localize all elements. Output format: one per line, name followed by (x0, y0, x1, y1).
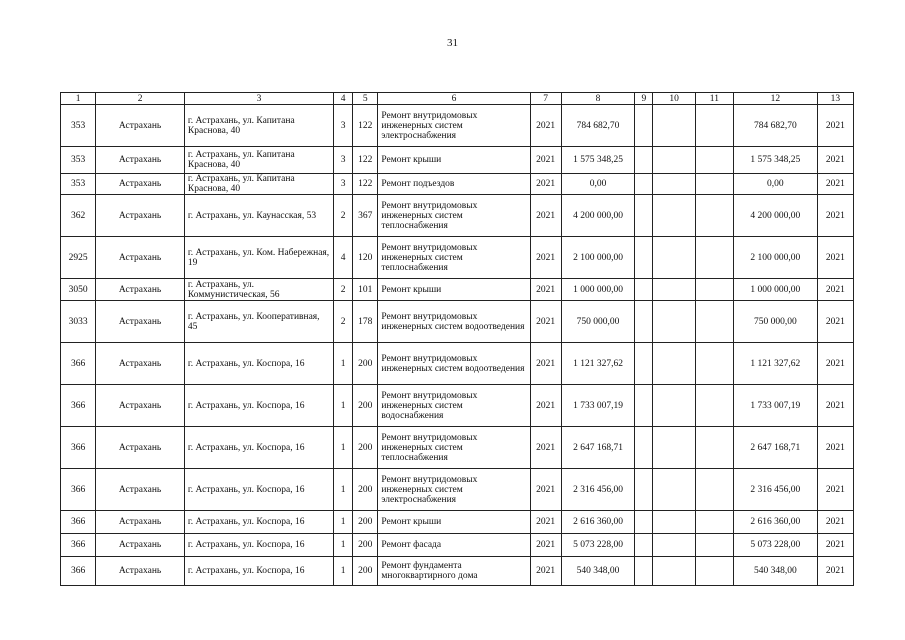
start-year-cell: 2021 (530, 343, 561, 385)
total-cost-cell: 4 200 000,00 (561, 195, 635, 237)
house-id-cell: 362 (61, 195, 96, 237)
address-cell: г. Астрахань, ул. Капитана Краснова, 40 (184, 174, 333, 195)
municipality-cell: Астрахань (96, 385, 185, 427)
header-row (61, 93, 854, 105)
total-cost-cell: 784 682,70 (561, 105, 635, 147)
col11-cell (695, 174, 733, 195)
table-row (61, 105, 854, 147)
table-row (61, 343, 854, 385)
work-type-cell: Ремонт крыши (378, 279, 530, 301)
col11-cell (695, 105, 733, 147)
col9-cell (635, 469, 653, 511)
col10-cell (653, 301, 695, 343)
work-type-cell: Ремонт крыши (378, 147, 530, 174)
municipality-cell: Астрахань (96, 301, 185, 343)
apartments-cell: 200 (353, 385, 378, 427)
col10-cell (653, 105, 695, 147)
apartments-cell: 122 (353, 147, 378, 174)
column-header-12: 12 (734, 93, 818, 105)
address-cell: г. Астрахань, ул. Коспора, 16 (184, 469, 333, 511)
start-year-cell: 2021 (530, 557, 561, 586)
table-row (61, 469, 854, 511)
work-type-cell: Ремонт внутридомовых инженерных систем водоотведения (378, 301, 530, 343)
col10-cell (653, 511, 695, 534)
total-cost-cell: 540 348,00 (561, 557, 635, 586)
start-year-cell: 2021 (530, 195, 561, 237)
total-cost-cell: 1 121 327,62 (561, 343, 635, 385)
municipality-cell: Астрахань (96, 343, 185, 385)
col10-cell (653, 237, 695, 279)
column-header-3: 3 (184, 93, 333, 105)
address-cell: г. Астрахань, ул. Капитана Краснова, 40 (184, 105, 333, 147)
municipality-cell: Астрахань (96, 427, 185, 469)
table-row (61, 557, 854, 586)
col10-cell (653, 534, 695, 557)
col11-cell (695, 534, 733, 557)
apartments-cell: 178 (353, 301, 378, 343)
col10-cell (653, 174, 695, 195)
fund-cost-cell: 2 616 360,00 (734, 511, 818, 534)
start-year-cell: 2021 (530, 174, 561, 195)
col9-cell (635, 427, 653, 469)
start-year-cell: 2021 (530, 237, 561, 279)
address-cell: г. Астрахань, ул. Коспора, 16 (184, 557, 333, 586)
end-year-cell: 2021 (817, 195, 853, 237)
fund-cost-cell: 1 733 007,19 (734, 385, 818, 427)
address-cell: г. Астрахань, ул. Коспора, 16 (184, 534, 333, 557)
work-type-cell: Ремонт внутридомовых инженерных систем водоотведения (378, 343, 530, 385)
house-id-cell: 366 (61, 385, 96, 427)
table-row (61, 301, 854, 343)
work-type-cell: Ремонт подъездов (378, 174, 530, 195)
apartments-cell: 122 (353, 174, 378, 195)
apartments-cell: 200 (353, 557, 378, 586)
col11-cell (695, 343, 733, 385)
apartments-cell: 120 (353, 237, 378, 279)
house-id-cell: 366 (61, 427, 96, 469)
end-year-cell: 2021 (817, 105, 853, 147)
col10-cell (653, 279, 695, 301)
total-cost-cell: 1 000 000,00 (561, 279, 635, 301)
col11-cell (695, 147, 733, 174)
address-cell: г. Астрахань, ул. Капитана Краснова, 40 (184, 147, 333, 174)
column-header-10: 10 (653, 93, 695, 105)
work-type-cell: Ремонт фундамента многоквартирного дома (378, 557, 530, 586)
total-cost-cell: 2 316 456,00 (561, 469, 635, 511)
col9-cell (635, 343, 653, 385)
address-cell: г. Астрахань, ул. Коспора, 16 (184, 511, 333, 534)
work-type-cell: Ремонт внутридомовых инженерных систем водоснабжения (378, 385, 530, 427)
column-header-1: 1 (61, 93, 96, 105)
column-header-9: 9 (635, 93, 653, 105)
col10-cell (653, 557, 695, 586)
floors-cell: 1 (334, 511, 353, 534)
house-id-cell: 366 (61, 343, 96, 385)
end-year-cell: 2021 (817, 534, 853, 557)
municipality-cell: Астрахань (96, 105, 185, 147)
end-year-cell: 2021 (817, 385, 853, 427)
municipality-cell: Астрахань (96, 147, 185, 174)
fund-cost-cell: 784 682,70 (734, 105, 818, 147)
fund-cost-cell: 0,00 (734, 174, 818, 195)
municipality-cell: Астрахань (96, 237, 185, 279)
col9-cell (635, 534, 653, 557)
work-type-cell: Ремонт фасада (378, 534, 530, 557)
col10-cell (653, 195, 695, 237)
work-type-cell: Ремонт внутридомовых инженерных систем теплоснабжения (378, 195, 530, 237)
floors-cell: 2 (334, 301, 353, 343)
apartments-cell: 200 (353, 343, 378, 385)
fund-cost-cell: 540 348,00 (734, 557, 818, 586)
col11-cell (695, 301, 733, 343)
municipality-cell: Астрахань (96, 534, 185, 557)
house-id-cell: 366 (61, 511, 96, 534)
col10-cell (653, 147, 695, 174)
floors-cell: 1 (334, 557, 353, 586)
table-row (61, 385, 854, 427)
municipality-cell: Астрахань (96, 279, 185, 301)
floors-cell: 4 (334, 237, 353, 279)
column-header-8: 8 (561, 93, 635, 105)
table-row (61, 195, 854, 237)
total-cost-cell: 0,00 (561, 174, 635, 195)
house-id-cell: 353 (61, 105, 96, 147)
start-year-cell: 2021 (530, 469, 561, 511)
floors-cell: 3 (334, 147, 353, 174)
floors-cell: 1 (334, 385, 353, 427)
address-cell: г. Астрахань, ул. Ком. Набережная, 19 (184, 237, 333, 279)
fund-cost-cell: 1 000 000,00 (734, 279, 818, 301)
address-cell: г. Астрахань, ул. Коспора, 16 (184, 343, 333, 385)
floors-cell: 3 (334, 174, 353, 195)
total-cost-cell: 2 616 360,00 (561, 511, 635, 534)
col11-cell (695, 557, 733, 586)
col9-cell (635, 301, 653, 343)
col11-cell (695, 195, 733, 237)
col9-cell (635, 279, 653, 301)
work-type-cell: Ремонт внутридомовых инженерных систем теплоснабжения (378, 237, 530, 279)
column-header-7: 7 (530, 93, 561, 105)
end-year-cell: 2021 (817, 147, 853, 174)
start-year-cell: 2021 (530, 147, 561, 174)
fund-cost-cell: 2 647 168,71 (734, 427, 818, 469)
apartments-cell: 200 (353, 427, 378, 469)
col9-cell (635, 385, 653, 427)
apartments-cell: 200 (353, 469, 378, 511)
address-cell: г. Астрахань, ул. Кооперативная, 45 (184, 301, 333, 343)
municipality-cell: Астрахань (96, 511, 185, 534)
apartments-cell: 367 (353, 195, 378, 237)
table-row (61, 534, 854, 557)
col10-cell (653, 469, 695, 511)
col11-cell (695, 511, 733, 534)
total-cost-cell: 1 733 007,19 (561, 385, 635, 427)
apartments-cell: 122 (353, 105, 378, 147)
column-numbers-header (61, 93, 854, 105)
repair-program-table (60, 92, 854, 586)
column-header-6: 6 (378, 93, 530, 105)
house-id-cell: 2925 (61, 237, 96, 279)
end-year-cell: 2021 (817, 511, 853, 534)
col9-cell (635, 511, 653, 534)
column-header-13: 13 (817, 93, 853, 105)
house-id-cell: 3050 (61, 279, 96, 301)
col11-cell (695, 385, 733, 427)
col11-cell (695, 237, 733, 279)
table-row (61, 511, 854, 534)
municipality-cell: Астрахань (96, 557, 185, 586)
house-id-cell: 353 (61, 147, 96, 174)
col9-cell (635, 557, 653, 586)
column-header-5: 5 (353, 93, 378, 105)
address-cell: г. Астрахань, ул. Каунасская, 53 (184, 195, 333, 237)
apartments-cell: 200 (353, 511, 378, 534)
column-header-4: 4 (334, 93, 353, 105)
floors-cell: 2 (334, 279, 353, 301)
house-id-cell: 3033 (61, 301, 96, 343)
floors-cell: 2 (334, 195, 353, 237)
work-type-cell: Ремонт внутридомовых инженерных систем электроснабжения (378, 469, 530, 511)
total-cost-cell: 2 647 168,71 (561, 427, 635, 469)
total-cost-cell: 2 100 000,00 (561, 237, 635, 279)
fund-cost-cell: 1 121 327,62 (734, 343, 818, 385)
address-cell: г. Астрахань, ул. Коспора, 16 (184, 427, 333, 469)
apartments-cell: 101 (353, 279, 378, 301)
fund-cost-cell: 2 100 000,00 (734, 237, 818, 279)
col11-cell (695, 427, 733, 469)
house-id-cell: 366 (61, 557, 96, 586)
total-cost-cell: 1 575 348,25 (561, 147, 635, 174)
house-id-cell: 353 (61, 174, 96, 195)
end-year-cell: 2021 (817, 343, 853, 385)
column-header-2: 2 (96, 93, 185, 105)
work-type-cell: Ремонт внутридомовых инженерных систем электроснабжения (378, 105, 530, 147)
start-year-cell: 2021 (530, 105, 561, 147)
total-cost-cell: 5 073 228,00 (561, 534, 635, 557)
col9-cell (635, 237, 653, 279)
address-cell: г. Астрахань, ул. Коспора, 16 (184, 385, 333, 427)
col9-cell (635, 174, 653, 195)
work-type-cell: Ремонт внутридомовых инженерных систем теплоснабжения (378, 427, 530, 469)
fund-cost-cell: 750 000,00 (734, 301, 818, 343)
col11-cell (695, 279, 733, 301)
col9-cell (635, 195, 653, 237)
house-id-cell: 366 (61, 469, 96, 511)
floors-cell: 3 (334, 105, 353, 147)
start-year-cell: 2021 (530, 301, 561, 343)
fund-cost-cell: 5 073 228,00 (734, 534, 818, 557)
address-cell: г. Астрахань, ул. Коммунистическая, 56 (184, 279, 333, 301)
floors-cell: 1 (334, 469, 353, 511)
table-body (61, 105, 854, 586)
table-row (61, 427, 854, 469)
start-year-cell: 2021 (530, 534, 561, 557)
house-id-cell: 366 (61, 534, 96, 557)
end-year-cell: 2021 (817, 174, 853, 195)
col9-cell (635, 147, 653, 174)
floors-cell: 1 (334, 427, 353, 469)
end-year-cell: 2021 (817, 427, 853, 469)
fund-cost-cell: 4 200 000,00 (734, 195, 818, 237)
table-row (61, 174, 854, 195)
table-row (61, 279, 854, 301)
end-year-cell: 2021 (817, 301, 853, 343)
municipality-cell: Астрахань (96, 469, 185, 511)
apartments-cell: 200 (353, 534, 378, 557)
end-year-cell: 2021 (817, 279, 853, 301)
col10-cell (653, 385, 695, 427)
start-year-cell: 2021 (530, 279, 561, 301)
work-type-cell: Ремонт крыши (378, 511, 530, 534)
col10-cell (653, 427, 695, 469)
end-year-cell: 2021 (817, 469, 853, 511)
end-year-cell: 2021 (817, 237, 853, 279)
col9-cell (635, 105, 653, 147)
fund-cost-cell: 1 575 348,25 (734, 147, 818, 174)
total-cost-cell: 750 000,00 (561, 301, 635, 343)
municipality-cell: Астрахань (96, 174, 185, 195)
floors-cell: 1 (334, 343, 353, 385)
table-row (61, 237, 854, 279)
end-year-cell: 2021 (817, 557, 853, 586)
start-year-cell: 2021 (530, 427, 561, 469)
floors-cell: 1 (334, 534, 353, 557)
page-number: 31 (447, 37, 458, 49)
column-header-11: 11 (695, 93, 733, 105)
col10-cell (653, 343, 695, 385)
table-row (61, 147, 854, 174)
start-year-cell: 2021 (530, 385, 561, 427)
col11-cell (695, 469, 733, 511)
start-year-cell: 2021 (530, 511, 561, 534)
fund-cost-cell: 2 316 456,00 (734, 469, 818, 511)
municipality-cell: Астрахань (96, 195, 185, 237)
